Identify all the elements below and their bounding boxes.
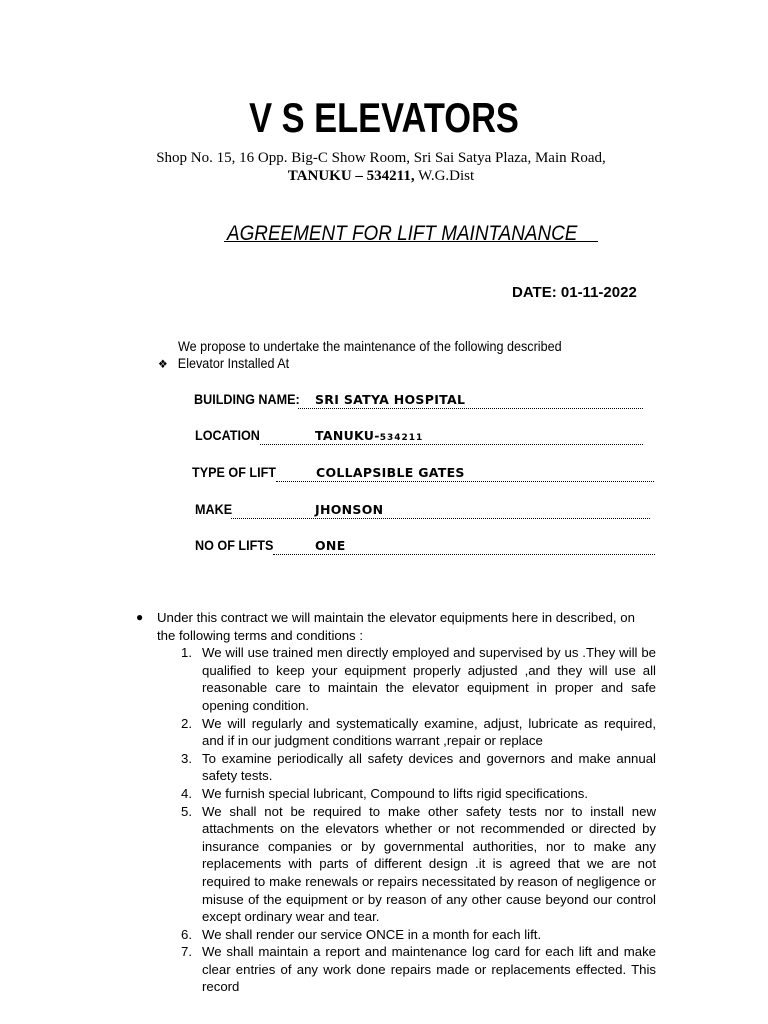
terms-item: [181, 750, 656, 785]
field-label: BUILDING NAME:: [194, 391, 300, 407]
dotted-line: [276, 481, 654, 482]
company-name: V S ELEVATORS: [249, 94, 519, 141]
terms-lead: [136, 609, 656, 644]
terms-item-text: To examine periodically all safety devices and governors and make annual safety tests.: [202, 750, 656, 784]
terms-item-text: We will regularly and systematically examine, adjust, lubricate as required, and if in our judgment conditions warrant ,repair or replace: [202, 715, 656, 749]
field-label: MAKE: [195, 501, 233, 517]
address-line-2: [0, 168, 762, 185]
field-label: LOCATION: [195, 427, 260, 443]
field-value: SRI SATYA HOSPITAL: [315, 392, 466, 407]
intro-text: We propose to undertake the maintenance of the following described: [178, 338, 562, 354]
terms-item-number: 4.: [181, 785, 192, 801]
installed-at-label: Elevator Installed At: [177, 355, 290, 371]
document-title: AGREEMENT FOR LIFT MAINTANANCE: [227, 222, 578, 245]
field-type-of-lift: [192, 464, 654, 484]
field-value: ONE: [315, 538, 346, 553]
terms-item-number: 6.: [181, 926, 192, 942]
field-label: NO OF LIFTS: [195, 537, 274, 553]
terms-item: [181, 926, 656, 944]
terms-item-number: 2.: [181, 715, 192, 731]
terms-list: [136, 644, 656, 996]
diamond-bullet-icon: ❖: [158, 357, 168, 371]
dotted-line: [273, 554, 655, 555]
terms-item-text: We shall maintain a report and maintenance log card for each lift and make clear entries of any work done repairs made or replacements effected. This record: [202, 944, 656, 995]
terms-item-number: 3.: [181, 750, 192, 766]
terms-item: [181, 715, 656, 750]
terms-section: [136, 609, 656, 996]
dotted-line: [260, 444, 643, 445]
dotted-line: [231, 518, 650, 519]
field-label: TYPE OF LIFT: [192, 464, 277, 480]
field-location: [195, 427, 645, 447]
terms-item: [181, 644, 656, 714]
terms-item-text: We shall not be required to make other safety tests nor to install new attachments on the elevators whether or not recommended or directed by insurance companies or by governmental authorities, nor to make any replacements with parts of different design .it is agreed that we are not required to make renewals or repairs necessitated by reason of negligence or misuse of the equipment or by reason of any other cause beyond our control except ordinary wear and tear.: [202, 803, 656, 925]
field-value: JHONSON: [315, 502, 384, 517]
installed-at-bullet: [158, 355, 289, 371]
field-make: [195, 501, 651, 521]
agreement-date: DATE: 01-11-2022: [512, 284, 637, 301]
address-city-pin: TANUKU – 534211,: [287, 168, 415, 184]
address-district: W.G.Dist: [414, 168, 475, 184]
field-value-city: TANUKU-: [315, 428, 380, 443]
terms-item: [181, 803, 656, 926]
terms-item-text: We furnish special lubricant, Compound to lifts rigid specifications.: [202, 785, 589, 801]
title-underline: [224, 241, 598, 242]
terms-item-number: 7.: [181, 944, 192, 960]
field-value: COLLAPSIBLE GATES: [316, 465, 465, 480]
field-no-of-lifts: [195, 537, 656, 557]
terms-item-number: 1.: [181, 645, 192, 661]
field-value: [315, 428, 423, 443]
terms-item-text: We will use trained men directly employed and supervised by us .They will be qualified to keep your equipment properly adjusted ,and they will use all reasonable care to maintain the elevator equipment in proper and safe opening condition.: [202, 645, 656, 713]
terms-item-text: We shall render our service ONCE in a month for each lift.: [202, 926, 542, 942]
field-value-pin: 534211: [379, 433, 424, 443]
terms-item-number: 5.: [181, 803, 192, 819]
address-line-1: Shop No. 15, 16 Opp. Big-C Show Room, Sri Sai Satya Plaza, Main Road,: [156, 150, 606, 166]
terms-item: [181, 785, 656, 803]
dotted-line: [298, 408, 643, 409]
field-building-name: [194, 391, 644, 411]
terms-lead-text: Under this contract we will maintain the elevator equipments here in described, on the following terms and conditions :: [157, 610, 635, 643]
bullet-dot-icon: ●: [136, 610, 144, 624]
terms-item: [181, 943, 656, 996]
